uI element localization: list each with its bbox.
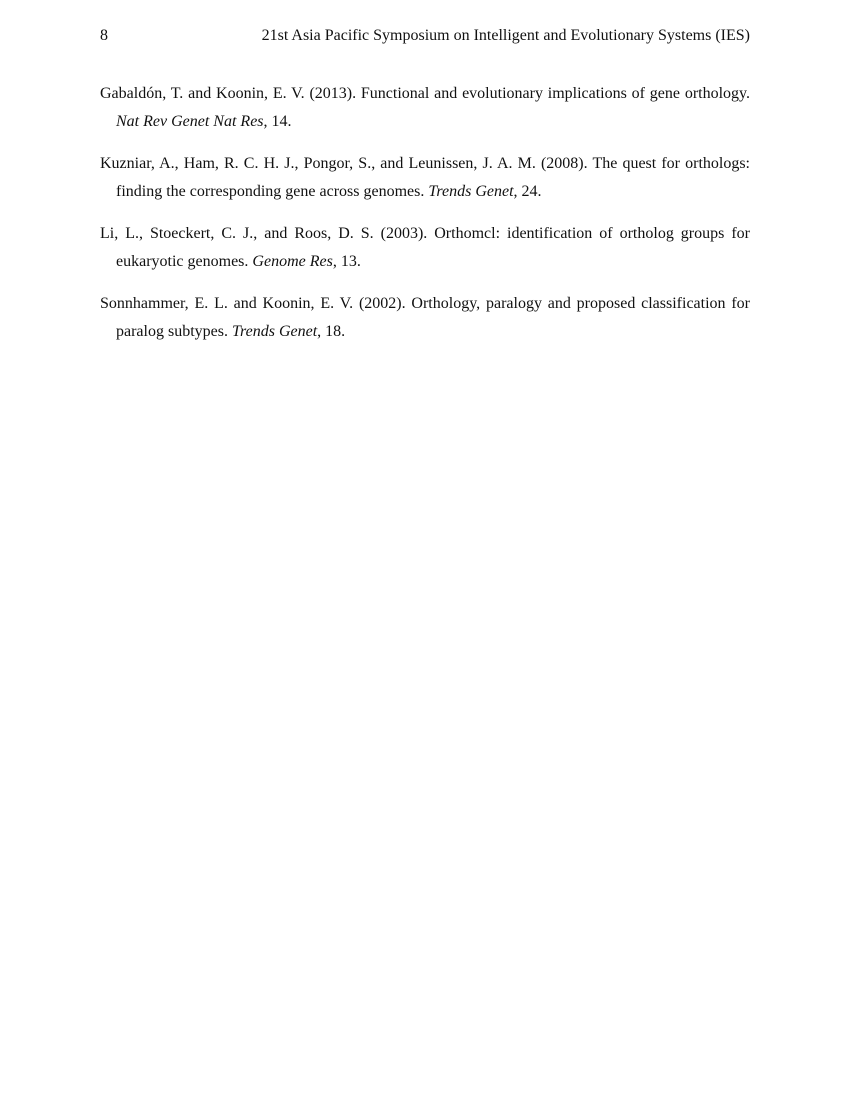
reference-venue: Trends Genet — [231, 323, 318, 340]
reference-text: Sonnhammer, E. L. and Koonin, E. V. (2002). Orthology, paralogy and proposed classification for paralog subtypes. — [100, 295, 750, 340]
reference-entry — [100, 150, 750, 206]
page-number: 8 — [100, 27, 108, 44]
running-title: 21st Asia Pacific Symposium on Intelligent and Evolutionary Systems (IES) — [261, 27, 750, 44]
reference-list — [100, 80, 750, 360]
reference-venue: Genome Res — [252, 253, 333, 270]
reference-entry — [100, 220, 750, 276]
reference-volume: , 18. — [317, 323, 346, 340]
reference-volume: , 14. — [263, 113, 292, 130]
reference-venue: Trends Genet — [428, 183, 514, 200]
reference-entry — [100, 290, 750, 346]
reference-text: Gabaldón, T. and Koonin, E. V. (2013). Functional and evolutionary implications of gene orthology. — [100, 85, 750, 102]
page-header — [100, 26, 750, 48]
reference-volume: , 24. — [513, 183, 542, 200]
reference-text: Kuzniar, A., Ham, R. C. H. J., Pongor, S., and Leunissen, J. A. M. (2008). The quest for orthologs: finding the corresponding gene across genomes. — [100, 155, 750, 200]
reference-text: Li, L., Stoeckert, C. J., and Roos, D. S. (2003). Orthomcl: identification of ortholog groups for eukaryotic genomes. — [100, 225, 750, 270]
reference-volume: , 13. — [332, 253, 361, 270]
reference-entry — [100, 80, 750, 136]
reference-venue: Nat Rev Genet Nat Res — [116, 113, 264, 130]
